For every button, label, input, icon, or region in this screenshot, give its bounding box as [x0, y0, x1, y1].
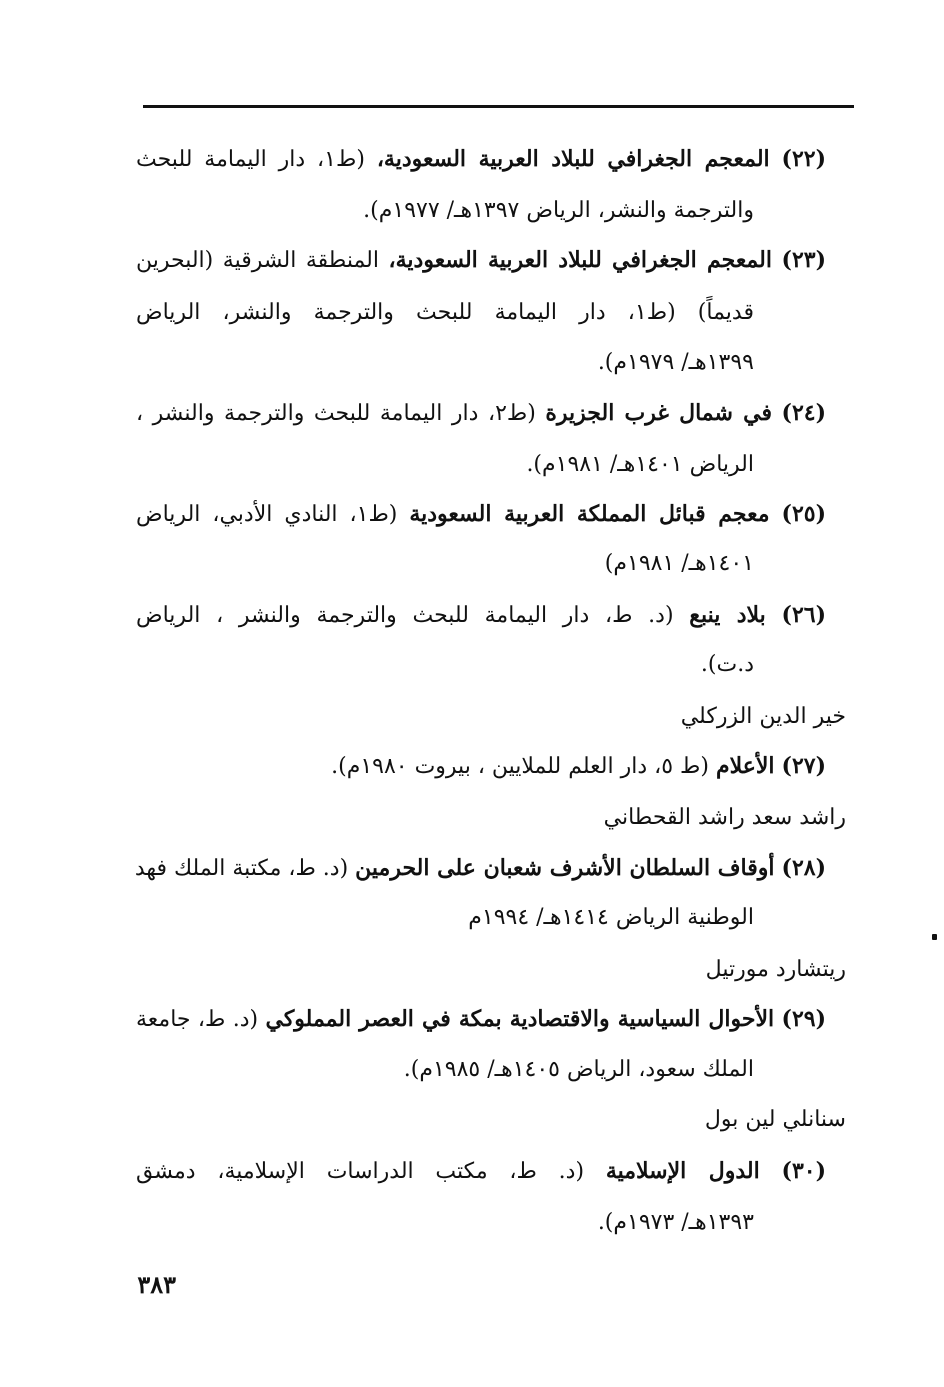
entry-number: (٢٥)	[781, 501, 827, 527]
author-heading: ريتشارد مورتيل	[705, 957, 846, 982]
entry-details: (ط١، دار اليمامة للبحث	[136, 147, 377, 172]
entry-number: (٢٤)	[781, 400, 827, 426]
author-heading: راشد سعد راشد القحطاني	[603, 805, 846, 830]
entry-continuation: ١٤٠١هـ/ ١٩٨١م)	[604, 551, 754, 576]
entry-title: الدول الإسلامية	[605, 1158, 760, 1184]
entry-continuation: الملك سعود، الرياض ١٤٠٥هـ/ ١٩٨٥م).	[403, 1057, 754, 1082]
entry-number: (٢٣)	[781, 247, 826, 273]
entry-line	[136, 851, 826, 885]
entry-line	[136, 497, 826, 531]
entry-line	[136, 598, 826, 632]
entry-details: (ط ٥، دار العلم للملايين ، بيروت ١٩٨٠م).	[331, 754, 716, 779]
entry-continuation: والترجمة والنشر، الرياض ١٣٩٧هـ/ ١٩٧٧م).	[363, 198, 754, 223]
entry-details: (د. ط، مكتب الدراسات الإسلامية، دمشق	[136, 1159, 606, 1184]
header-rule	[143, 105, 854, 108]
entry-title: المعجم الجغرافي للبلاد العربية السعودية،	[388, 247, 772, 273]
entry-title: الأعلام	[715, 753, 775, 779]
entry-line	[136, 142, 826, 176]
scan-mark	[932, 934, 937, 940]
entry-continuation: الرياض ١٤٠١هـ/ ١٩٨١م).	[526, 452, 754, 477]
entry-number: (٢٨)	[781, 855, 826, 881]
entry-line	[136, 1154, 826, 1188]
entry-number: (٢٩)	[781, 1006, 826, 1032]
entry-continuation: د.ت).	[700, 652, 754, 677]
entry-title: المعجم الجغرافي للبلاد العربية السعودية،	[376, 146, 770, 172]
entry-title: بلاد ينبع	[689, 602, 766, 628]
entry-details: (د. ط، دار اليمامة للبحث والترجمة والنشر ، الرياض	[136, 603, 690, 628]
entry-line	[136, 243, 826, 277]
entry-title: أوقاف السلطان الأشرف شعبان على الحرمين	[355, 855, 775, 881]
author-heading: خير الدين الزركلي	[680, 704, 846, 729]
entry-number: (٢٢)	[781, 146, 827, 172]
entry-title: في شمال غرب الجزيرة	[545, 400, 772, 426]
page-number: ٣٨٣	[137, 1270, 176, 1299]
entry-continuation: الوطنية الرياض ١٤١٤هـ/ ١٩٩٤م	[468, 905, 754, 930]
entry-title: الأحوال السياسية والاقتصادية بمكة في العصر المملوكي	[265, 1006, 775, 1032]
entry-continuation: ١٣٩٩هـ/ ١٩٧٩م).	[597, 350, 754, 375]
entry-number: (٣٠)	[781, 1158, 826, 1184]
entry-details: (ط١، النادي الأدبي، الرياض	[136, 502, 410, 527]
entry-number: (٢٧)	[781, 753, 826, 779]
entry-details: (ط٢، دار اليمامة للبحث والترجمة والنشر ،	[136, 401, 546, 426]
entry-line	[136, 396, 826, 430]
entry-details: (د. ط، مكتبة الملك فهد	[134, 856, 356, 881]
entry-line	[136, 1002, 826, 1036]
author-heading: سنانلي لين بول	[704, 1107, 846, 1132]
entry-line	[136, 749, 826, 783]
entry-details: المنطقة الشرقية (البحرين	[136, 248, 389, 273]
entry-continuation: ١٣٩٣هـ/ ١٩٧٣م).	[597, 1210, 754, 1235]
entry-continuation: قديماً) (ط١، دار اليمامة للبحث والترجمة والنشر، الرياض	[136, 300, 754, 325]
entry-title: معجم قبائل المملكة العربية السعودية	[409, 501, 770, 527]
entry-details: (د. ط، جامعة	[136, 1007, 266, 1032]
entry-number: (٢٦)	[781, 602, 826, 628]
